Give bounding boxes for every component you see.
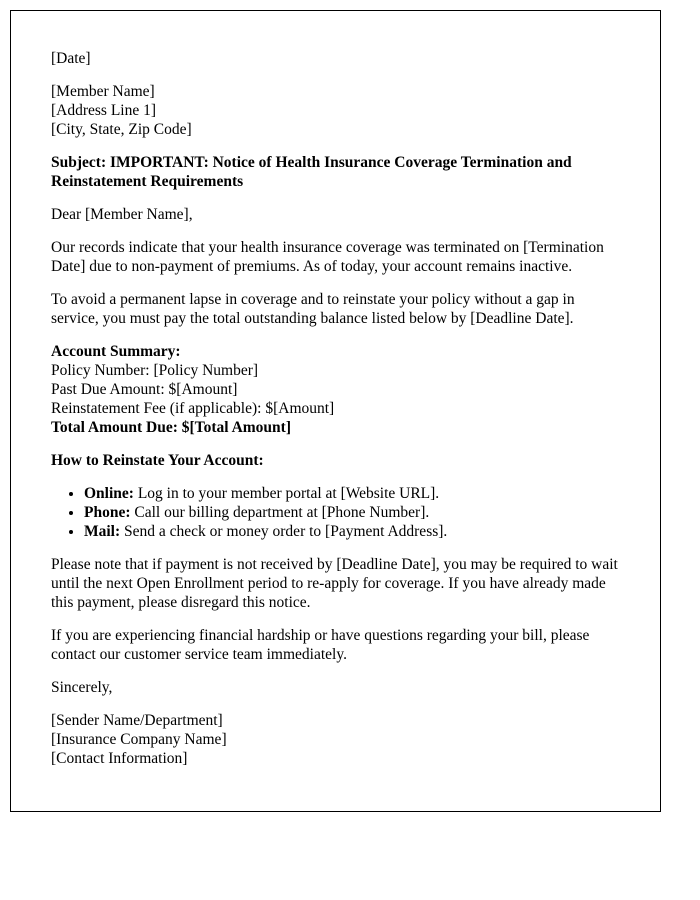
- phone-option-label: Phone:: [84, 504, 131, 521]
- reinstate-options-list: [51, 484, 620, 541]
- account-summary-section: [51, 342, 620, 437]
- recipient-city-state-zip: [City, State, Zip Code]: [51, 121, 192, 138]
- reinstate-heading: How to Reinstate Your Account:: [51, 452, 264, 469]
- company-name: [Insurance Company Name]: [51, 731, 227, 748]
- mail-option-text: Send a check or money order to [Payment Address].: [120, 523, 448, 540]
- recipient-address-line1: [Address Line 1]: [51, 102, 157, 119]
- mail-option-label: Mail:: [84, 523, 121, 540]
- paragraph-lapse-warning: To avoid a permanent lapse in coverage and to reinstate your policy without a gap in service, you must pay the total outstanding balance listed below by [Deadline Date].: [51, 291, 575, 327]
- paragraph-deadline-consequence: Please note that if payment is not received by [Deadline Date], you may be required to wait until the next Open Enrollment period to re-apply for coverage. If you have already made this payment, please disregard this notice.: [51, 556, 618, 611]
- contact-information: [Contact Information]: [51, 750, 188, 767]
- online-option-text: Log in to your member portal at [Website URL].: [133, 485, 440, 502]
- list-item-phone: [84, 503, 620, 522]
- paragraph-hardship: If you are experiencing financial hardship or have questions regarding your bill, please contact our customer service team immediately.: [51, 627, 590, 663]
- salutation: Dear [Member Name],: [51, 206, 193, 223]
- recipient-name: [Member Name]: [51, 83, 155, 100]
- recipient-address-block: [51, 82, 620, 139]
- past-due-line: Past Due Amount: $[Amount]: [51, 381, 238, 398]
- phone-option-text: Call our billing department at [Phone Number].: [130, 504, 430, 521]
- letter-date: [Date]: [51, 50, 91, 67]
- list-item-online: [84, 484, 620, 503]
- policy-number-line: Policy Number: [Policy Number]: [51, 362, 259, 379]
- subject-line: Subject: IMPORTANT: Notice of Health Insurance Coverage Termination and Reinstatement Requirements: [51, 154, 572, 190]
- letter-page: [10, 10, 661, 812]
- total-amount-due-line: Total Amount Due: $[Total Amount]: [51, 419, 292, 436]
- paragraph-termination-notice: Our records indicate that your health insurance coverage was terminated on [Termination Date] due to non-payment of premiums. As of today, your account remains inactive.: [51, 239, 604, 275]
- list-item-mail: [84, 522, 620, 541]
- account-summary-heading: Account Summary:: [51, 343, 181, 360]
- reinstatement-fee-line: Reinstatement Fee (if applicable): $[Amount]: [51, 400, 335, 417]
- closing: Sincerely,: [51, 679, 113, 696]
- signature-block: [51, 711, 620, 768]
- online-option-label: Online:: [84, 485, 134, 502]
- sender-name: [Sender Name/Department]: [51, 712, 223, 729]
